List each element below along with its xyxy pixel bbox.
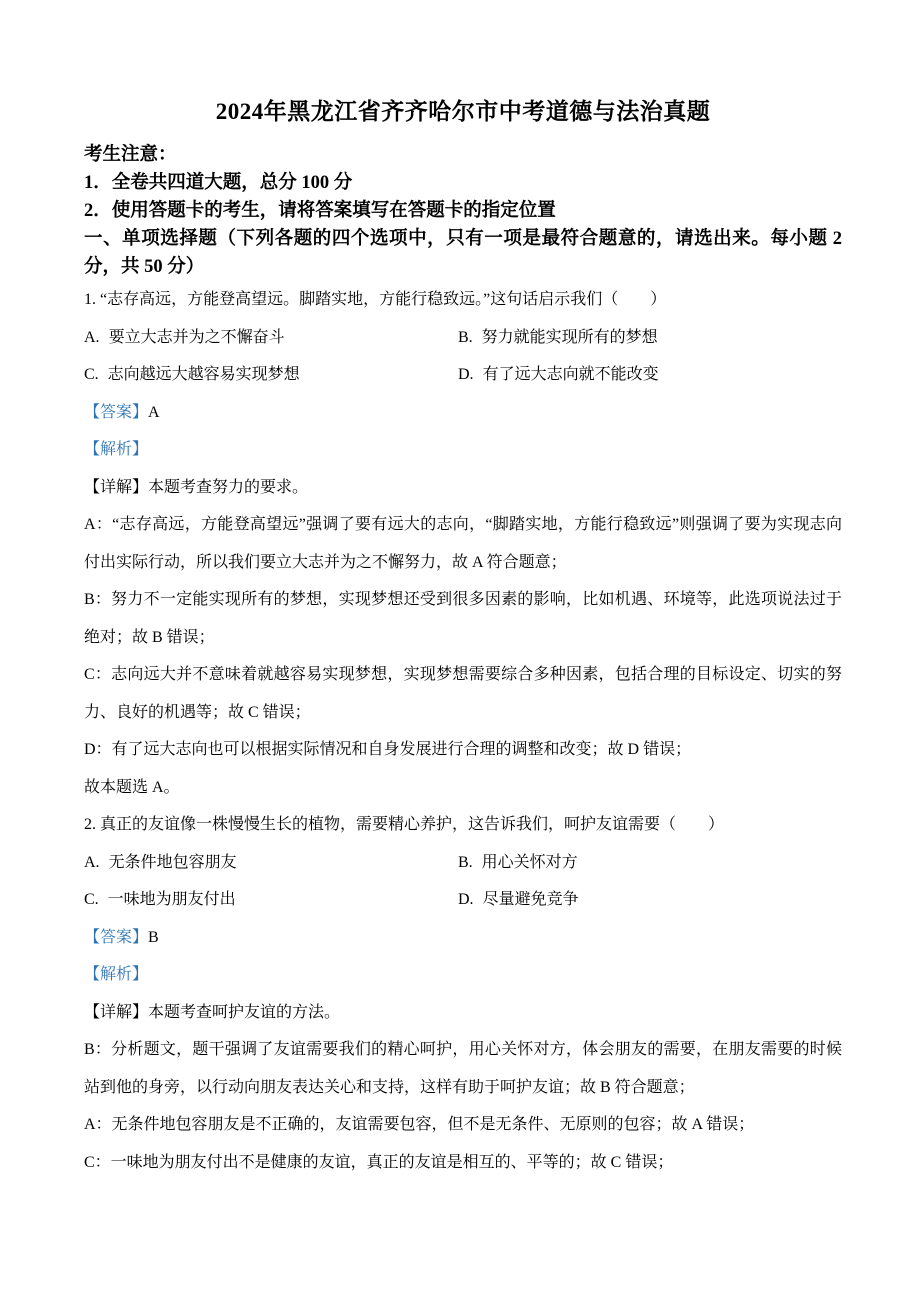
analysis-marker: 【解析】 [84, 966, 149, 983]
detail-paragraph: C：志向远大并不意味着就越容易实现梦想，实现梦想需要综合多种因素，包括合理的目标设定、切实的努力、良好的机遇等；故 C 错误； [84, 666, 842, 721]
answer-letter: A [148, 403, 160, 421]
notice-heading: 考生注意： [84, 145, 177, 165]
section-heading: 一、单项选择题（下列各题的四个选项中，只有一项是最符合题意的，请选出来。每小题 2 分，共 50 分） [84, 229, 842, 277]
option-text: 用心关怀对方 [481, 853, 578, 871]
candidate-notice-block [84, 141, 842, 281]
detail-paragraph: B：努力不一定能实现所有的梦想，实现梦想还受到很多因素的影响，比如机遇、环境等，此选项说法过于绝对；故 B 错误； [84, 591, 842, 646]
answer-marker: 【答案】 [84, 928, 149, 946]
option-c [84, 881, 458, 919]
detail-intro-text: 本题考查呵护友谊的方法。 [148, 1003, 341, 1021]
question-stem: 2. 真正的友谊像一株慢慢生长的植物，需要精心养护，这告诉我们，呵护友谊需要（ ） [84, 816, 725, 833]
option-a [84, 319, 458, 357]
option-text: 有了远大志向就不能改变 [482, 366, 659, 383]
detail-intro-text: 本题考查努力的要求。 [148, 478, 309, 496]
question-1-block [84, 281, 842, 806]
option-d [458, 356, 659, 394]
option-row [84, 881, 842, 919]
document-title: 2024年黑龙江省齐齐哈尔市中考道德与法治真题 [215, 99, 711, 124]
detail-paragraph: D：有了远大志向也可以根据实际情况和自身发展进行合理的调整和改变；故 D 错误； [84, 741, 692, 758]
option-text: 志向越远大越容易实现梦想 [107, 366, 300, 383]
option-label: C. [84, 366, 99, 383]
option-d [458, 881, 579, 919]
detail-paragraph: B：分析题文，题干强调了友谊需要我们的精心呵护，用心关怀对方，体会朋友的需要，在朋友需要的时候站到他的身旁，以行动向朋友表达关心和支持，这样有助于呵护友谊；故 B 符合题意； [84, 1041, 842, 1096]
option-text: 要立大志并为之不懈奋斗 [108, 328, 285, 346]
option-text: 无条件地包容朋友 [108, 853, 237, 871]
detail-paragraph: C：一味地为朋友付出不是健康的友谊，真正的友谊是相互的、平等的；故 C 错误； [84, 1153, 674, 1171]
notice-item-2: 2．使用答题卡的考生，请将答案填写在答题卡的指定位置 [84, 201, 556, 221]
detail-intro-line [84, 994, 842, 1032]
option-row [84, 844, 842, 882]
option-row [84, 319, 842, 357]
detail-marker: 【详解】 [84, 478, 149, 496]
option-label: A. [84, 853, 100, 871]
option-row [84, 356, 842, 394]
option-label: B. [458, 853, 473, 871]
detail-marker: 【详解】 [84, 1003, 149, 1021]
option-label: B. [458, 328, 473, 346]
answer-line [84, 394, 842, 432]
answer-marker: 【答案】 [84, 403, 149, 421]
analysis-line [84, 956, 842, 994]
detail-paragraph: A：无条件地包容朋友是不正确的，友谊需要包容，但不是无条件、无原则的包容；故 A 错误； [84, 1116, 755, 1133]
question-2-block [84, 806, 842, 1181]
detail-conclusion: 故本题选 A。 [84, 778, 180, 796]
option-b [458, 844, 578, 882]
option-label: A. [84, 328, 100, 346]
option-label: D. [458, 366, 474, 383]
detail-intro-line [84, 469, 842, 507]
answer-line [84, 919, 842, 957]
option-c [84, 356, 458, 394]
question-stem: 1. “志存高远，方能登高望远。脚踏实地，方能行稳致远。”这句话启示我们（ ） [84, 291, 667, 308]
option-text: 一味地为朋友付出 [107, 891, 236, 908]
analysis-marker: 【解析】 [84, 441, 149, 458]
notice-item-1: 1．全卷共四道大题，总分 100 分 [84, 173, 353, 193]
option-text: 努力就能实现所有的梦想 [481, 328, 658, 346]
detail-paragraph: A：“志存高远，方能登高望远”强调了要有远大的志向，“脚踏实地，方能行稳致远”则强调了要为实现志向付出实际行动，所以我们要立大志并为之不懈努力，故 A 符合题意； [84, 516, 842, 571]
questions-body [84, 281, 842, 1181]
option-label: D. [458, 891, 474, 908]
option-a [84, 844, 458, 882]
analysis-line [84, 431, 842, 469]
option-label: C. [84, 891, 99, 908]
option-b [458, 319, 658, 357]
answer-letter: B [148, 928, 159, 946]
option-text: 尽量避免竞争 [482, 891, 579, 908]
